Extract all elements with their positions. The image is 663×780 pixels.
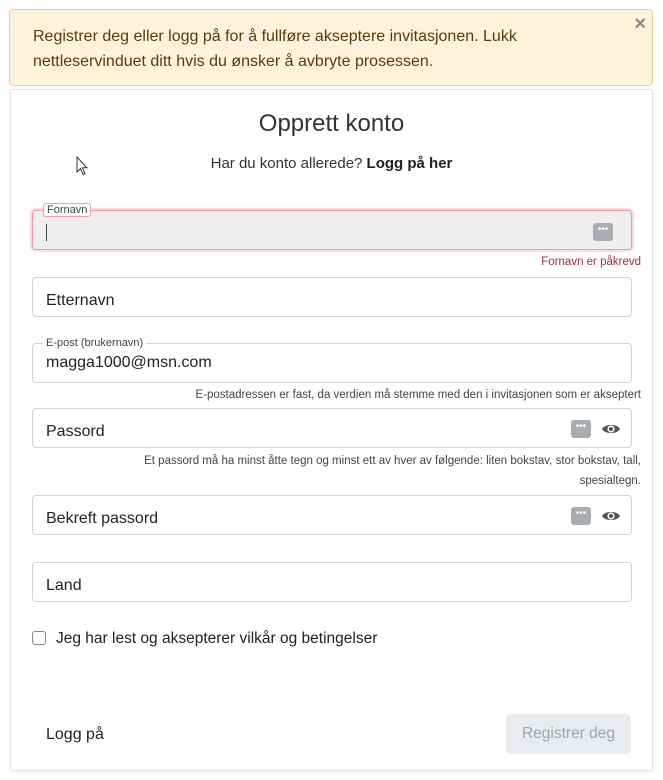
login-prompt [0,155,663,172]
first-name-field[interactable] [32,204,632,250]
page-title: Opprett konto [258,110,405,137]
country-placeholder: Land [46,577,82,594]
login-prompt-text: Har du konto allerede? [210,155,363,172]
password-helper-line-1: Et passord må ha minst åtte tegn og minst ett av hver av følgende: liten bokstav, stor bokstav, tall, [144,455,641,467]
terms-checkbox[interactable] [32,631,46,645]
first-name-error: Fornavn er påkrevd [541,256,641,268]
login-link[interactable]: Logg på [46,726,104,743]
country-field[interactable] [32,562,632,602]
confirm-password-field[interactable] [32,495,632,535]
email-field[interactable] [32,337,632,383]
password-helper-line-2: spesialtegn. [579,475,641,487]
eye-icon[interactable] [601,506,621,526]
first-name-label: Fornavn [43,203,91,217]
mouse-cursor-icon [76,156,88,176]
password-field[interactable] [32,408,632,448]
email-helper: E-postadressen er fast, da verdien må stemme med den i invitasjonen som er akseptert [195,389,641,401]
last-name-placeholder: Etternavn [46,292,115,309]
alert-message: Registrer deg eller logg på for å fullføre akseptere invitasjonen. Lukk nettleservinduet ditt hvis du ønsker å avbryte prosessen. [33,28,517,70]
invitation-alert [9,9,653,86]
password-manager-icon[interactable]: ••• [571,420,591,438]
confirm-password-placeholder: Bekreft passord [46,510,159,527]
email-label: E-post (brukernavn) [43,337,146,349]
terms-label[interactable]: Jeg har lest og aksepterer vilkår og betingelser [56,630,378,647]
text-caret [46,224,47,241]
login-here-link[interactable]: Logg på her [366,155,453,172]
last-name-field[interactable] [32,277,632,317]
password-manager-icon[interactable]: ••• [571,507,591,525]
eye-icon[interactable] [601,419,621,439]
email-value: magga1000@msn.com [46,354,212,371]
password-placeholder: Passord [46,423,105,440]
close-icon[interactable]: × [634,13,646,35]
password-manager-icon[interactable]: ••• [593,223,613,241]
register-button[interactable]: Registrer deg [506,714,631,754]
